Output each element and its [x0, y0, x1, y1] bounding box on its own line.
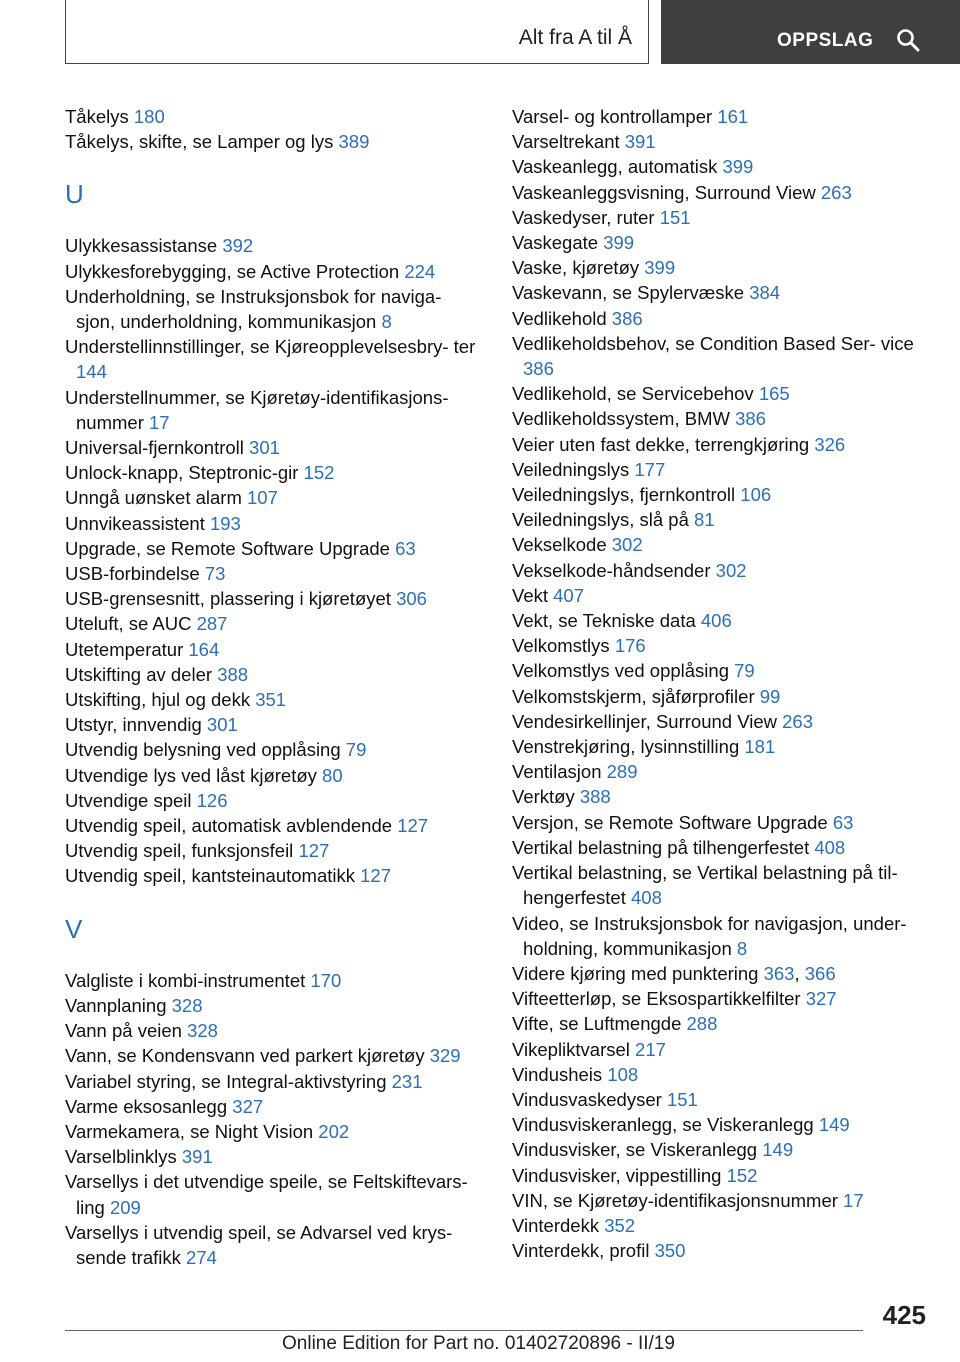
index-entry-text: Varsellys i utvendig speil, se Advarsel ved krys- sende trafikk [65, 1221, 453, 1268]
page-reference-link[interactable]: 274 [186, 1246, 217, 1268]
page-reference-link[interactable]: 288 [686, 1013, 718, 1035]
index-entry [65, 993, 485, 1018]
index-entry [512, 280, 932, 305]
index-entry [65, 334, 485, 384]
index-entry-text: Velkomstskjerm, sjåførprofiler [512, 685, 760, 707]
page-reference-link[interactable]: 8 [736, 937, 748, 959]
index-entry [512, 835, 932, 860]
page-reference-link[interactable]: 63 [395, 537, 416, 559]
page-reference-link[interactable]: 63 [832, 811, 854, 833]
index-entry [512, 684, 932, 709]
page-reference-link[interactable]: 217 [635, 1038, 666, 1060]
index-entry-text: Uteluft, se AUC [65, 613, 197, 635]
page-reference-link[interactable]: 328 [187, 1020, 218, 1042]
index-entry-text: Vindusheis [512, 1063, 608, 1085]
page-reference-link[interactable]: 406 [700, 610, 732, 632]
page-reference-link[interactable]: 392 [222, 235, 254, 257]
index-entry [65, 1169, 485, 1219]
index-entry [65, 460, 485, 485]
index-entry-text: Vann på veien [65, 1020, 188, 1042]
page-reference-link[interactable]: 79 [734, 660, 755, 682]
index-entry-text: Vannplaning [65, 994, 172, 1016]
index-entry [512, 633, 932, 658]
page-reference-link[interactable]: 386 [735, 408, 766, 430]
page-reference-link[interactable]: 407 [553, 584, 585, 606]
page-number: 425 [882, 1300, 926, 1330]
index-entry-text: Vindusvisker, vippestilling [512, 1164, 727, 1186]
page-reference-link[interactable]: 164 [188, 638, 220, 660]
page-reference-link[interactable]: 366 [804, 962, 836, 984]
index-entry [512, 784, 932, 809]
page-reference-link[interactable]: 17 [149, 411, 170, 433]
index-entry [512, 406, 932, 431]
index-entry-text: Unngå uønsket alarm [65, 487, 248, 509]
page-reference-link[interactable]: 231 [391, 1070, 423, 1092]
page-reference-link[interactable]: 99 [759, 685, 781, 707]
index-entry-text: VIN, se Kjøretøy-identifikasjonsnummer [512, 1189, 844, 1211]
index-entry-text: Vedlikehold [512, 307, 612, 329]
index-entry [65, 1069, 485, 1094]
index-entry-text: Universal-fjernkontroll [65, 437, 250, 459]
index-entry-text: Velkomstlys [512, 635, 615, 657]
index-entry [512, 658, 932, 683]
index-entry-text: Ulykkesforebygging, se Active Protection [65, 260, 405, 282]
search-icon[interactable] [896, 28, 920, 52]
index-entry [65, 485, 485, 510]
index-entry [65, 586, 485, 611]
index-entry-text: Varselblinklys [65, 1146, 182, 1168]
page-reference-link[interactable]: 161 [717, 106, 749, 127]
index-entry [512, 1011, 932, 1036]
page-reference-link[interactable]: 149 [762, 1139, 794, 1161]
index-entry [65, 435, 485, 460]
index-entry-text: Versjon, se Remote Software Upgrade [512, 811, 833, 833]
index-entry [512, 482, 932, 507]
page-reference-link[interactable]: 8 [381, 311, 392, 333]
index-entry [512, 608, 932, 633]
page-reference-link[interactable]: 193 [209, 512, 241, 534]
index-entry [65, 788, 485, 813]
page-reference-link[interactable]: 127 [360, 865, 391, 887]
page-reference-link[interactable]: 127 [397, 815, 429, 837]
page-reference-link[interactable]: 326 [814, 433, 846, 455]
index-entry [512, 860, 932, 910]
page-reference-link[interactable]: 386 [523, 358, 554, 380]
index-entry-text: Vaskegate [512, 232, 604, 254]
page-reference-link[interactable]: 352 [604, 1214, 636, 1236]
index-entry-text: Vekselkode [512, 534, 612, 556]
index-entry-text: Varseltrekant [512, 131, 625, 153]
index-entry-text: Varsel- og kontrollamper [512, 106, 718, 127]
page-reference-link[interactable]: 408 [814, 836, 846, 858]
page-reference-link[interactable]: 399 [603, 232, 635, 254]
index-entry [512, 734, 932, 759]
index-column-left [65, 104, 485, 1270]
index-entry-text: Varme eksosanlegg [65, 1095, 233, 1117]
index-entry-text: USB-forbindelse [65, 563, 205, 585]
page-reference-link[interactable]: 327 [805, 988, 837, 1010]
page-reference-link[interactable]: 180 [133, 106, 165, 127]
page-reference-link[interactable]: 17 [843, 1189, 864, 1211]
index-entry-text: Tåkelys, skifte, se Lamper og lys [65, 131, 339, 153]
index-entry-text: Utvendige lys ved låst kjøretøy [65, 764, 323, 786]
index-entry-text: Velkomstlys ved opplåsing [512, 660, 735, 682]
index-letter-heading: V [65, 913, 83, 944]
index-entry-text: Vekselkode-håndsender [512, 559, 716, 581]
page-reference-link[interactable]: 399 [722, 156, 754, 178]
index-entry-text: Utvendige speil [65, 789, 197, 811]
index-entry [65, 611, 485, 636]
index-entry-text: Vaskeanleggsvisning, Surround View [512, 181, 821, 203]
index-entry [65, 536, 485, 561]
index-entry [65, 662, 485, 687]
index-entry [512, 432, 932, 457]
page-reference-link[interactable]: 81 [694, 509, 715, 531]
index-entry-text: Vaskedyser, ruter [512, 206, 660, 228]
index-entry-text: Vedlikehold, se Servicebehov [512, 383, 759, 405]
index-entry [65, 813, 485, 838]
page-reference-link[interactable]: 209 [109, 1196, 141, 1218]
header-section-box [65, 0, 649, 64]
index-entry [65, 838, 485, 863]
index-entry [512, 986, 932, 1011]
index-entry-text: Vindusviskeranlegg, se Viskeranlegg [512, 1114, 819, 1136]
page-reference-link[interactable]: 302 [715, 559, 747, 581]
index-entry-text: Veiledningslys [512, 458, 635, 480]
page-reference-link[interactable]: 329 [429, 1045, 461, 1067]
index-entry [512, 180, 932, 205]
index-entry [512, 583, 932, 608]
index-entry [512, 1112, 932, 1137]
index-entry [65, 1220, 485, 1270]
index-entry [512, 154, 932, 179]
index-entry-text: Venstrekjøring, lysinnstilling [512, 736, 745, 758]
index-entry [65, 104, 485, 129]
index-entry [512, 1238, 932, 1263]
index-entry [512, 1163, 932, 1188]
index-entry-text: Utvendig speil, funksjonsfeil [65, 840, 299, 862]
index-entry [512, 1137, 932, 1162]
section-title: Alt fra A til Å [518, 26, 632, 49]
index-column-right [512, 104, 932, 1263]
index-entry [65, 863, 485, 888]
index-entry-text: Variabel styring, se Integral-aktivstyring [65, 1070, 392, 1092]
index-entry [512, 759, 932, 784]
index-entry [65, 259, 485, 284]
index-entry-text: Varsellys i det utvendige speile, se Feltskiftevars- ling [65, 1171, 468, 1218]
index-entry [512, 1213, 932, 1238]
page-reference-link[interactable]: 388 [579, 786, 611, 808]
page-reference-link[interactable]: 202 [318, 1120, 350, 1142]
index-entry-text: Vekt [512, 584, 554, 606]
index-entry [512, 911, 932, 961]
index-entry-text: Video, se Instruksjonsbok for navigasjon, under- holdning, kommunikasjon [512, 912, 907, 959]
index-entry [65, 284, 485, 334]
index-entry-text: Vaskevann, se Spylervæske [512, 282, 750, 304]
index-entry [512, 205, 932, 230]
index-entry-text: Vertikal belastning, se Vertikal belastning på til- hengerfestet [512, 862, 898, 909]
index-entry [65, 737, 485, 762]
index-entry [65, 511, 485, 536]
page-reference-link[interactable]: 106 [740, 484, 772, 506]
index-entry-text: Unlock-knapp, Steptronic-gir [65, 462, 304, 484]
index-entry-text: USB-grensesnitt, plassering i kjøretøyet [65, 588, 397, 610]
index-entry-text: Understellnummer, se Kjøretøy-identifikasjons- nummer [65, 386, 449, 433]
page-reference-link[interactable]: 144 [76, 361, 107, 383]
index-entry-text: Vindusvaskedyser [512, 1088, 667, 1110]
index-entry-text: Vekt, se Tekniske data [512, 610, 701, 632]
index-entry-text: Vinterdekk [512, 1214, 605, 1236]
index-entry-text: Unnvikeassistent [65, 512, 210, 534]
index-entry-text: Valgliste i kombi-instrumentet [65, 969, 311, 991]
index-entry [512, 104, 932, 129]
index-entry [512, 532, 932, 557]
index-entry-text: Veiledningslys, slå på [512, 509, 695, 531]
index-entry [65, 1018, 485, 1043]
page-reference-link[interactable]: 389 [338, 131, 370, 153]
page-reference-link[interactable]: 80 [322, 764, 343, 786]
index-entry [512, 558, 932, 583]
page-reference-link[interactable]: 363 [763, 962, 795, 984]
edition-footer: Online Edition for Part no. 01402720896 - II/19 [282, 1333, 675, 1354]
index-entry-text: Tåkelys [65, 106, 134, 127]
page-reference-link[interactable]: 149 [818, 1114, 850, 1136]
page-reference-link[interactable]: 399 [644, 257, 676, 279]
index-entry [65, 763, 485, 788]
page-reference-link[interactable]: 328 [171, 994, 203, 1016]
page-reference-link[interactable]: 391 [624, 131, 656, 153]
index-entry-text: Vendesirkellinjer, Surround View [512, 710, 783, 732]
index-entry [65, 687, 485, 712]
page-reference-link[interactable]: 73 [204, 563, 226, 585]
index-entry-text: Vertikal belastning på tilhengerfestet [512, 836, 815, 858]
index-entry [512, 255, 932, 280]
index-entry [512, 709, 932, 734]
index-entry-text: Utstyr, innvendig [65, 714, 207, 736]
page-reference-link[interactable]: 151 [666, 1088, 698, 1110]
page-reference-link[interactable]: 152 [726, 1164, 758, 1186]
page-reference-link[interactable]: 151 [659, 206, 691, 228]
page-reference-link[interactable]: 152 [303, 462, 335, 484]
footer-divider [65, 1330, 863, 1331]
index-entry [512, 1037, 932, 1062]
index-entry [65, 712, 485, 737]
page-reference-link[interactable]: 79 [345, 739, 367, 761]
page-reference-link[interactable]: 108 [607, 1063, 639, 1085]
index-entry-text: Ventilasjon [512, 761, 607, 783]
index-entry [65, 1094, 485, 1119]
page-reference-link[interactable]: 350 [654, 1240, 686, 1262]
index-entry [65, 129, 485, 154]
index-entry-text: Veier uten fast dekke, terrengkjøring [512, 433, 815, 455]
index-entry-text: Utvendig speil, automatisk avblendende [65, 815, 398, 837]
index-entry-text: Upgrade, se Remote Software Upgrade [65, 537, 396, 559]
index-entry [512, 381, 932, 406]
page-reference-link[interactable]: 351 [255, 689, 287, 711]
index-letter-heading: U [65, 179, 84, 210]
page-reference-link[interactable]: 165 [758, 383, 790, 405]
index-entry-text: Vifte, se Luftmengde [512, 1013, 687, 1035]
index-entry [512, 1087, 932, 1112]
page-reference-link[interactable]: 306 [396, 588, 427, 610]
index-entry-text: Utskifting av deler [65, 663, 218, 685]
page-reference-link[interactable]: 177 [634, 458, 666, 480]
page-reference-link[interactable]: 170 [310, 969, 342, 991]
index-entry [512, 230, 932, 255]
page-reference-link[interactable]: 287 [196, 613, 228, 635]
index-entry [512, 1062, 932, 1087]
index-entry-text: Understellinnstillinger, se Kjøreopplevelsesbry- ter [65, 336, 476, 358]
page-reference-link[interactable]: 391 [181, 1146, 213, 1168]
index-entry-text: Utetemperatur [65, 638, 189, 660]
page-reference-link[interactable]: 408 [631, 887, 662, 909]
index-entry [65, 637, 485, 662]
page-reference-link[interactable]: 263 [820, 181, 852, 203]
index-entry-text: Vifteetterløp, se Eksospartikkelfilter [512, 988, 806, 1010]
page-reference-link[interactable]: 176 [614, 635, 646, 657]
index-entry [65, 1043, 485, 1068]
page-reference-link[interactable]: 181 [744, 736, 776, 758]
index-entry-text: Verktøy [512, 786, 580, 808]
index-entry [512, 810, 932, 835]
page-reference-link[interactable]: 302 [611, 534, 643, 556]
index-entry-text: Underholdning, se Instruksjonsbok for naviga- sjon, underholdning, kommunikasjon [65, 285, 442, 333]
index-entry-text: Vinterdekk, profil [512, 1240, 655, 1262]
page-reference-link[interactable]: 263 [782, 710, 813, 732]
page-reference-link[interactable]: 327 [232, 1095, 264, 1117]
page-reference-link[interactable]: 224 [404, 260, 436, 282]
index-entry [65, 561, 485, 586]
index-entry-text: Vedlikeholdsbehov, se Condition Based Ser- vice [512, 332, 914, 354]
index-entry: Videre kjøring med punktering 363, 366 [512, 962, 836, 984]
index-entry [65, 385, 485, 435]
index-entry [65, 233, 485, 258]
index-entry-text: Ulykkesassistanse [65, 235, 223, 257]
index-entry-text: Veiledningslys, fjernkontroll [512, 484, 741, 506]
index-entry [512, 1188, 932, 1213]
lookup-tab-label: OPPSLAG [777, 30, 874, 51]
page-reference-link[interactable]: 386 [611, 307, 643, 329]
index-entry [512, 507, 932, 532]
index-entry-text: Utvendig belysning ved opplåsing [65, 739, 346, 761]
index-entry-text: Varmekamera, se Night Vision [65, 1120, 319, 1142]
index-entry-text: Vedlikeholdssystem, BMW [512, 408, 736, 430]
page-reference-link[interactable]: 301 [206, 714, 238, 736]
index-entry-text: Vaske, kjøretøy [512, 257, 645, 279]
index-entry-text: Vikepliktvarsel [512, 1038, 636, 1060]
page-reference-link[interactable]: 388 [217, 663, 249, 685]
index-entry [512, 129, 932, 154]
index-entry-text: Utvendig speil, kantsteinautomatikk [65, 865, 361, 887]
page-reference-link[interactable]: 289 [606, 761, 638, 783]
index-entry [65, 1144, 485, 1169]
index-entry [65, 1119, 485, 1144]
index-entry-text: Vindusvisker, se Viskeranlegg [512, 1139, 763, 1161]
page-reference-link[interactable]: 107 [247, 487, 278, 509]
index-entry-text: Vann, se Kondensvann ved parkert kjøretøy [65, 1045, 430, 1067]
index-entry-text: Vaskeanlegg, automatisk [512, 156, 723, 178]
page-reference-link[interactable]: 126 [196, 789, 228, 811]
page-reference-link[interactable]: 384 [749, 282, 781, 304]
index-entry-text: Videre kjøring med punktering [512, 962, 764, 984]
index-entry [512, 306, 932, 331]
page-reference-link[interactable]: 301 [249, 437, 280, 459]
index-entry [65, 968, 485, 993]
index-entry [512, 457, 932, 482]
index-entry-text: Utskifting, hjul og dekk [65, 689, 256, 711]
page-reference-link[interactable]: 127 [298, 840, 330, 862]
index-entry [512, 331, 932, 381]
